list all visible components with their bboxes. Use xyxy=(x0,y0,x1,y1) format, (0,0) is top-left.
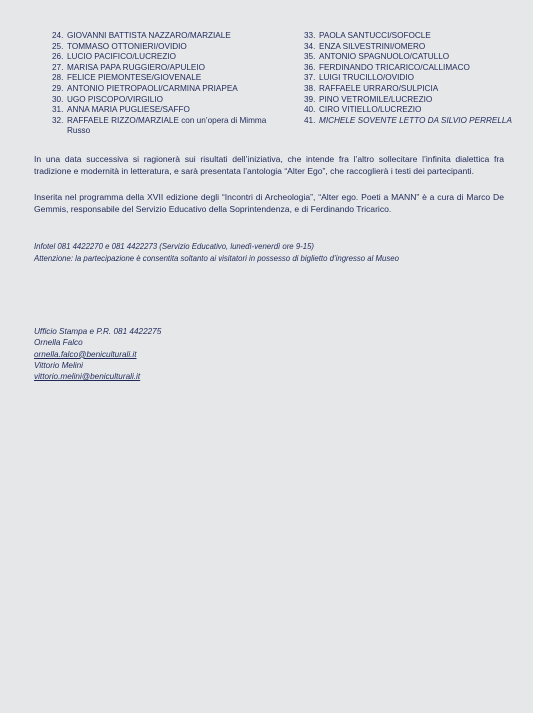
list-item xyxy=(304,116,524,127)
item-number: 40. xyxy=(304,105,316,115)
item-text: ANNA MARIA PUGLIESE/SAFFO xyxy=(67,105,190,115)
item-number: 31. xyxy=(52,105,64,115)
info-notice: Attenzione: la partecipazione è consentita soltanto ai visitatori in possesso di biglietto d’ingresso al Museo xyxy=(34,254,399,263)
item-text: RAFFAELE URRARO/SULPICIA xyxy=(319,83,439,93)
contact-email-link[interactable]: ornella.falco@beniculturali.it xyxy=(34,349,137,359)
list-item xyxy=(52,73,282,84)
item-number: 37. xyxy=(304,73,316,83)
item-text: FELICE PIEMONTESE/GIOVENALE xyxy=(67,73,202,83)
paragraph-results: In una data successiva si ragionerà sui risultati dell’iniziativa, che intende fra l’altro sollecitare l’infinita dialettica fra tradizione e modernità in letteratura, e sarà presentata l’antologia “Alter Ego”, che raccoglierà i testi dei partecipanti. xyxy=(34,154,504,177)
list-item xyxy=(304,73,524,84)
item-number: 27. xyxy=(52,62,64,72)
paragraph-program: Inserita nel programma della XVII edizione degli “Incontri di Archeologia”, “Alter ego. Poeti a MANN” è a cura di Marco De Gemmis, responsabile del Servizio Educativo della Soprintendenza, e di Ferdinando Tricarico. xyxy=(34,192,504,215)
item-number: 38. xyxy=(304,83,316,93)
item-text: PINO VETROMILE/LUCREZIO xyxy=(319,94,433,104)
item-text: UGO PISCOPO/VIRGILIO xyxy=(67,94,163,104)
list-item xyxy=(52,63,282,74)
item-number: 29. xyxy=(52,83,64,93)
participants-list-left xyxy=(52,31,282,137)
list-item xyxy=(52,105,282,116)
press-office: Ufficio Stampa e P.R. 081 4422275 xyxy=(34,327,162,336)
list-item xyxy=(52,31,282,42)
participants-list-right xyxy=(304,31,524,126)
list-item xyxy=(304,84,524,95)
item-text: PAOLA SANTUCCI/SOFOCLE xyxy=(319,31,431,40)
contact-name: Ornella Falco xyxy=(34,338,83,348)
list-item xyxy=(304,52,524,63)
list-item xyxy=(304,95,524,106)
item-text: LUCIO PACIFICO/LUCREZIO xyxy=(67,52,177,62)
item-text: GIOVANNI BATTISTA NAZZARO/MARZIALE xyxy=(67,31,231,40)
item-number: 36. xyxy=(304,62,316,72)
item-number: 32. xyxy=(52,115,64,125)
item-text: MARISA PAPA RUGGIERO/APULEIO xyxy=(67,62,206,72)
contact-name: Vittorio Melini xyxy=(34,360,83,370)
item-text: ANTONIO PIETROPAOLI/CARMINA PRIAPEA xyxy=(67,83,238,93)
item-number: 41. xyxy=(304,115,316,125)
item-number: 26. xyxy=(52,52,64,62)
list-item xyxy=(304,63,524,74)
item-text: RAFFAELE RIZZO/MARZIALE con un’opera di Mimma Russo xyxy=(67,115,267,136)
press-contacts xyxy=(34,326,161,382)
list-item xyxy=(52,42,282,53)
item-number: 34. xyxy=(304,41,316,51)
item-text: ANTONIO SPAGNUOLO/CATULLO xyxy=(319,52,450,62)
list-item xyxy=(304,31,524,42)
item-number: 39. xyxy=(304,94,316,104)
list-item xyxy=(304,105,524,116)
item-number: 24. xyxy=(52,31,64,40)
list-item xyxy=(304,42,524,53)
list-item xyxy=(52,84,282,95)
list-item xyxy=(52,52,282,63)
item-text: MICHELE SOVENTE LETTO DA SILVIO PERRELLA xyxy=(319,115,512,125)
contact-email-link[interactable]: vittorio.melini@beniculturali.it xyxy=(34,372,141,382)
item-number: 25. xyxy=(52,41,64,51)
info-phone: Infotel 081 4422270 e 081 4422273 (Servizio Educativo, lunedì-venerdì ore 9-15) xyxy=(34,242,315,251)
item-text: TOMMASO OTTONIERI/OVIDIO xyxy=(67,41,187,51)
item-number: 33. xyxy=(304,31,316,40)
item-number: 28. xyxy=(52,73,64,83)
item-number: 35. xyxy=(304,52,316,62)
item-text: CIRO VITIELLO/LUCREZIO xyxy=(319,105,422,115)
item-number: 30. xyxy=(52,94,64,104)
list-item xyxy=(52,116,282,137)
item-text: FERDINANDO TRICARICO/CALLIMACO xyxy=(319,62,470,72)
list-item xyxy=(52,95,282,106)
item-text: LUIGI TRUCILLO/OVIDIO xyxy=(319,73,414,83)
item-text: ENZA SILVESTRINI/OMERO xyxy=(319,41,426,51)
